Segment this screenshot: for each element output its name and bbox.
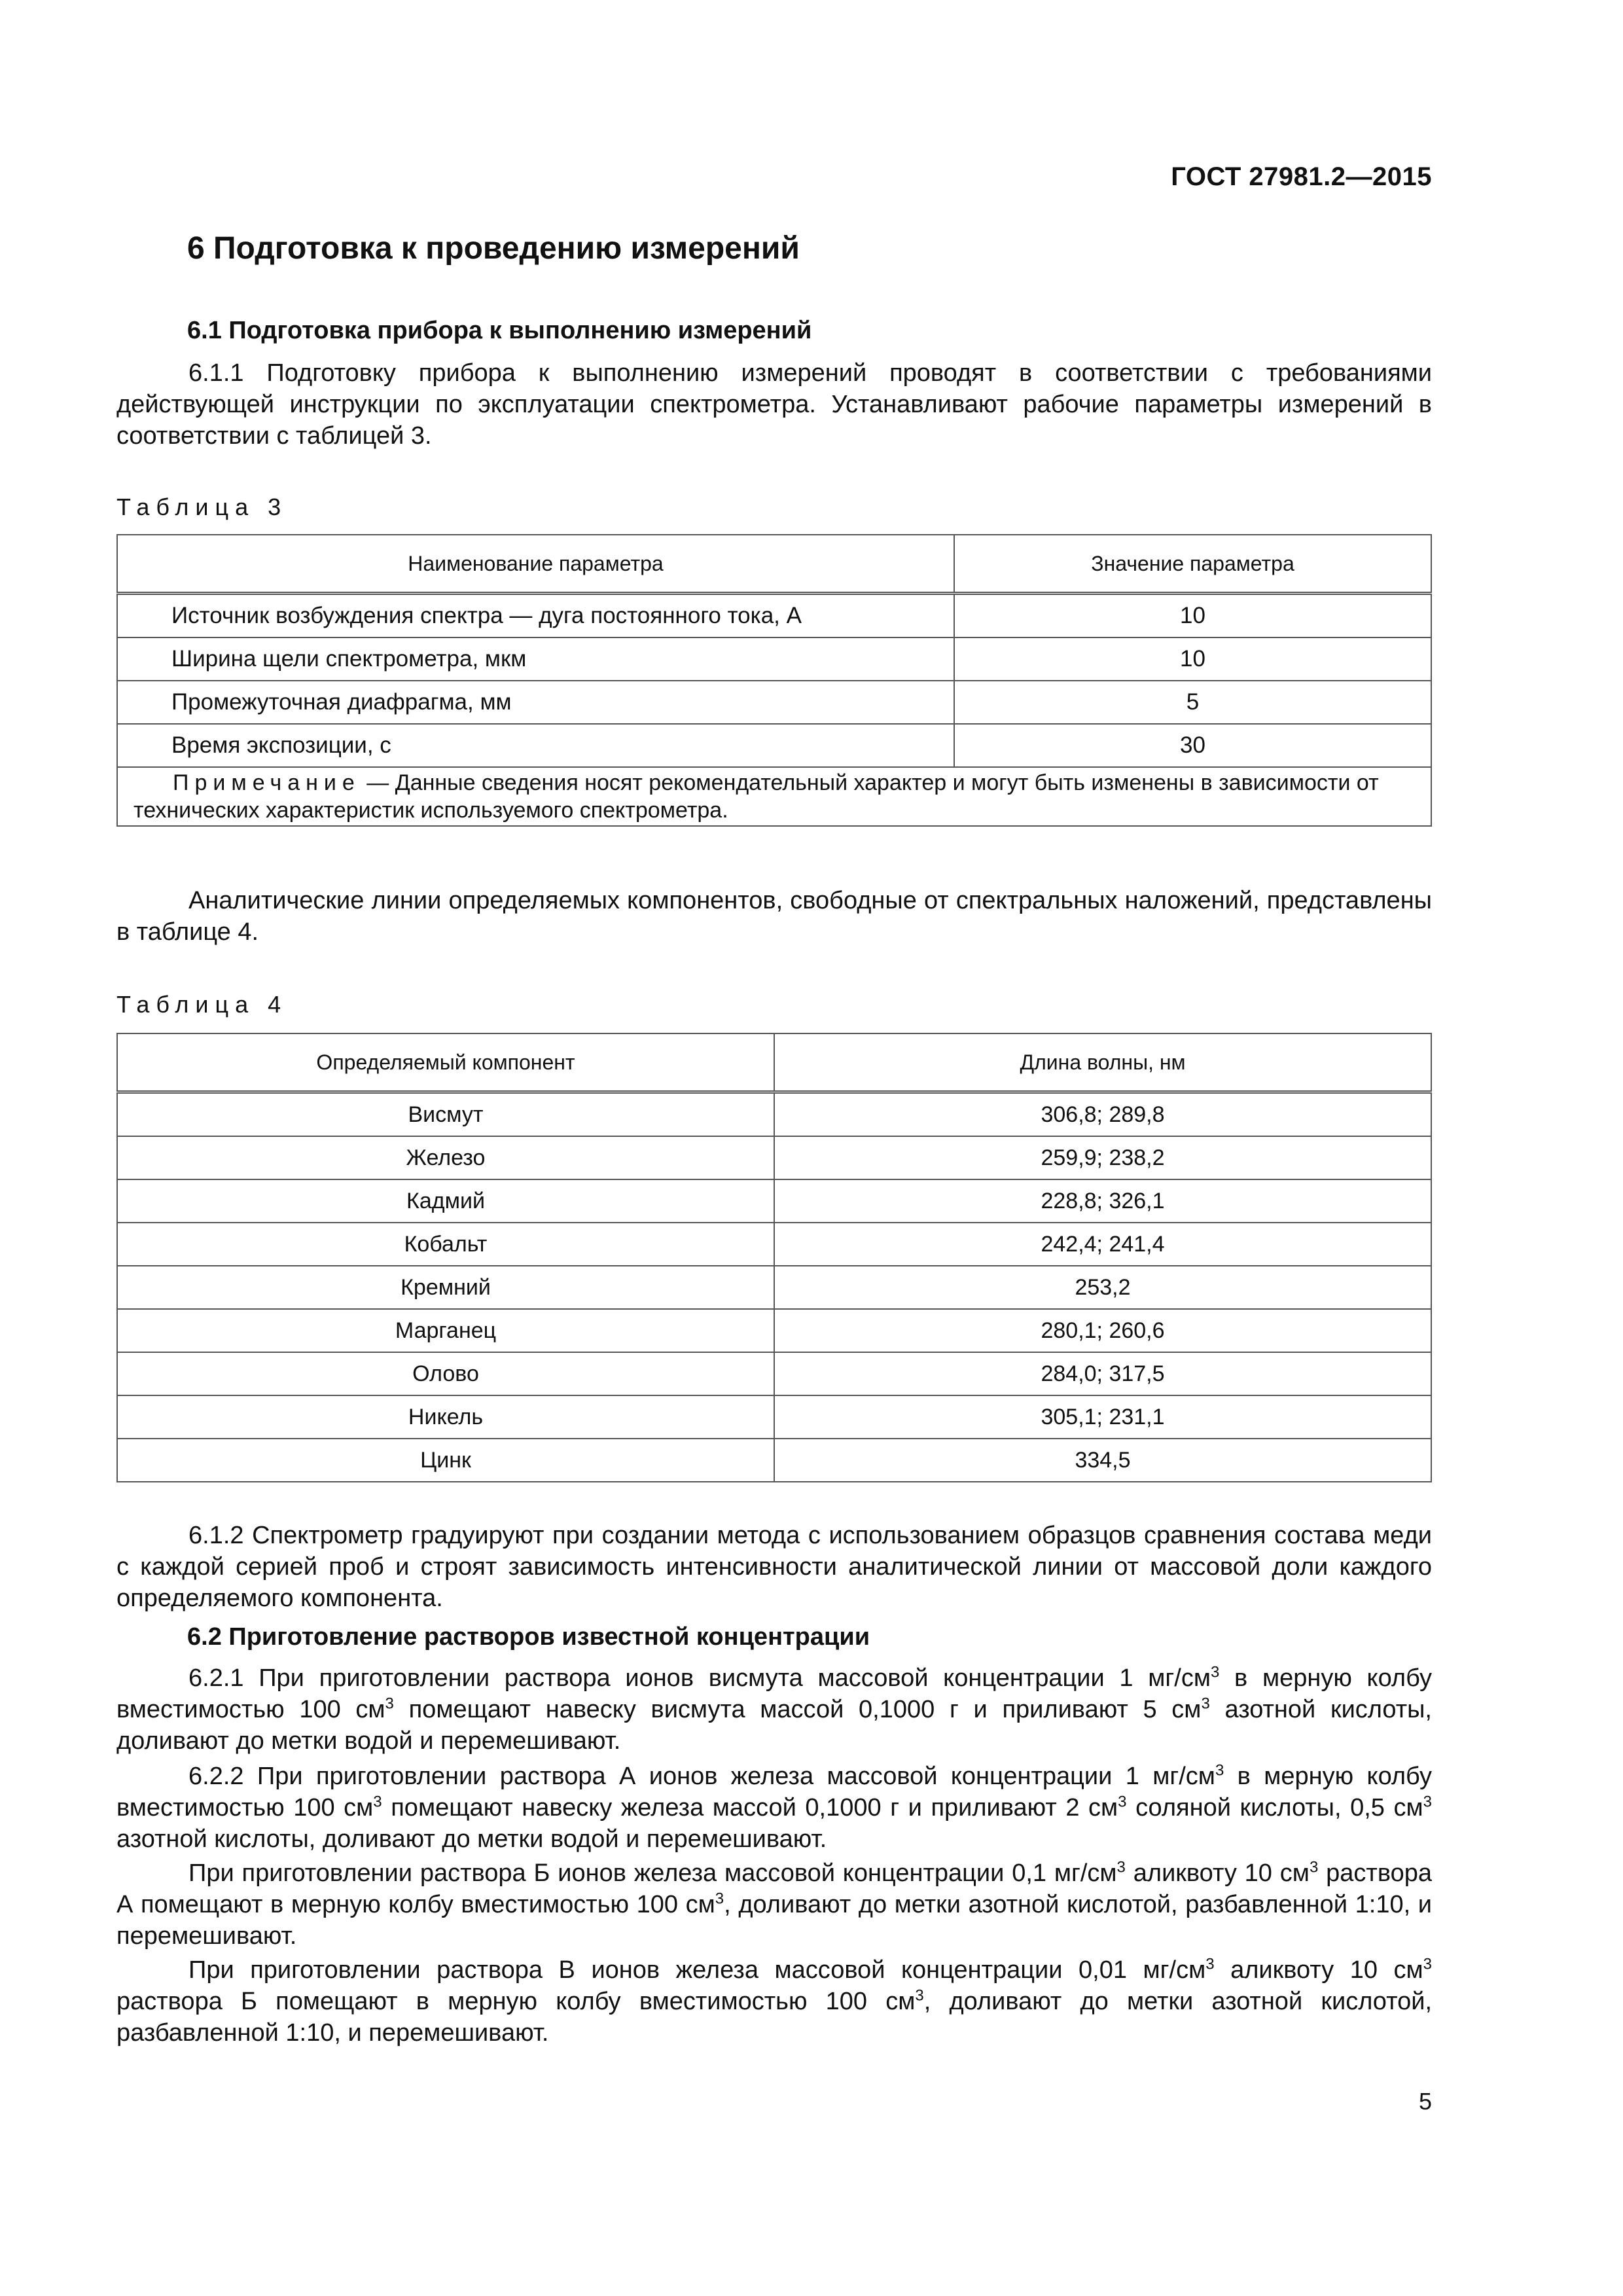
table3-label: Таблица 3 (116, 493, 288, 520)
paragraph-text: При приготовлении раствора В ионов железа массовой концентрации 0,01 $мг/см^3$ аликвоту 10 $см^3$ раствора Б помещают в мерную колбу вместимостью 100 $см^3$, доливают до метки азотной кислотой, разбавленной 1:10, и перемешивают. (116, 1955, 1432, 2047)
paragraph-text: 6.1.1 Подготовку прибора к выполнению измерений проводят в соответствии с требованиями действующей инструкции по эксплуатации спектрометра. Устанавливают рабочие параметры измерений в соответствии с таблицей 3. (116, 359, 1432, 450)
paragraph-text: 6.2.2 При приготовлении раствора А ионов железа массовой концентрации 1 $мг/см^3$ в мерную колбу вместимостью 100 $см^3$ помещают навеску железа массой 0,1000 г и приливают 2 $см^3$ соляной кислоты, 0,5 $см^3$ азотной кислоты, доливают до метки водой и перемешивают. (116, 1761, 1432, 1853)
table-cell: Время экспозиции, с (117, 724, 954, 767)
table-cell: Железо (117, 1136, 774, 1179)
note-prefix: Примечание (173, 770, 361, 795)
table-cell: 280,1; 260,6 (774, 1309, 1431, 1352)
table4-label: Таблица 4 (116, 991, 288, 1018)
table-cell: 228,8; 326,1 (774, 1179, 1431, 1223)
paragraph-6-2-2 (116, 1761, 1432, 1855)
table-cell: 259,9; 238,2 (774, 1136, 1431, 1179)
table-cell: 253,2 (774, 1266, 1431, 1309)
paragraph-solution-b (116, 1857, 1432, 1952)
table-cell: 334,5 (774, 1439, 1431, 1482)
column-header: Длина волны, нм (774, 1033, 1431, 1092)
table-row (117, 637, 1431, 681)
table-row (117, 1266, 1431, 1309)
table-cell: 5 (954, 681, 1431, 724)
table-cell: 242,4; 241,4 (774, 1223, 1431, 1266)
table-row (117, 681, 1431, 724)
table-header-row (117, 1033, 1431, 1092)
table-cell: Ширина щели спектрометра, мкм (117, 637, 954, 681)
table-4 (116, 1033, 1432, 1482)
table-header-row (117, 535, 1431, 594)
document-code: ГОСТ 27981.2—2015 (1171, 162, 1432, 191)
table-cell: 306,8; 289,8 (774, 1092, 1431, 1137)
table-cell: Марганец (117, 1309, 774, 1352)
table-note (117, 767, 1431, 826)
table-cell: Никель (117, 1395, 774, 1439)
note-text: — Данные сведения носят рекомендательный характер и могут быть изменены в зависимости от технических характеристик используемого спектрометра. (134, 770, 1379, 823)
table-row (117, 1223, 1431, 1266)
table-cell: Кадмий (117, 1179, 774, 1223)
table-cell: Источник возбуждения спектра — дуга постоянного тока, А (117, 594, 954, 638)
paragraph-analytic-lines (116, 885, 1432, 948)
table-row (117, 1395, 1431, 1439)
paragraph-text: 6.2.1 При приготовлении раствора ионов висмута массовой концентрации 1 $мг/см^3$ в мерную колбу вместимостью 100 $см^3$ помещают навеску висмута массой 0,1000 г и приливают 5 $см^3$ азотной кислоты, доливают до метки водой и перемешивают. (116, 1663, 1432, 1755)
paragraph-text: Аналитические линии определяемых компонентов, свободные от спектральных наложений, представлены в таблице 4. (116, 887, 1432, 946)
table-cell: Кобальт (117, 1223, 774, 1266)
paragraph-6-1-2 (116, 1520, 1432, 1614)
table-cell: Висмут (117, 1092, 774, 1137)
table-cell: Кремний (117, 1266, 774, 1309)
subsection-title-6-2: 6.2 Приготовление растворов известной концентрации (187, 1623, 870, 1651)
table-cell: Промежуточная диафрагма, мм (117, 681, 954, 724)
table-cell: Олово (117, 1352, 774, 1395)
table-row (117, 1136, 1431, 1179)
paragraph-6-2-1 (116, 1662, 1432, 1757)
column-header: Значение параметра (954, 535, 1431, 594)
page-number: 5 (1418, 2088, 1432, 2115)
column-header: Определяемый компонент (117, 1033, 774, 1092)
table-row (117, 1179, 1431, 1223)
table-cell: 305,1; 231,1 (774, 1395, 1431, 1439)
table-row (117, 594, 1431, 638)
table-cell: 30 (954, 724, 1431, 767)
table-row (117, 1439, 1431, 1482)
table-note-row (117, 767, 1431, 826)
table-3 (116, 534, 1432, 827)
paragraph-text: При приготовлении раствора Б ионов железа массовой концентрации 0,1 $мг/см^3$ аликвоту 10 $см^3$ раствора А помещают в мерную колбу вместимостью 100 $см^3$, доливают до метки азотной кислотой, разбавленной 1:10, и перемешивают. (116, 1858, 1433, 1950)
subsection-title-6-1: 6.1 Подготовка прибора к выполнению измерений (187, 317, 812, 344)
table-row (117, 1352, 1431, 1395)
table-row (117, 1309, 1431, 1352)
table-cell: 10 (954, 637, 1431, 681)
section-title: 6 Подготовка к проведению измерений (187, 231, 800, 266)
paragraph-solution-v (116, 1954, 1432, 2049)
table-cell: 10 (954, 594, 1431, 638)
table-cell: 284,0; 317,5 (774, 1352, 1431, 1395)
table-row (117, 1092, 1431, 1137)
column-header: Наименование параметра (117, 535, 954, 594)
paragraph-text: 6.1.2 Спектрометр градуируют при создании метода с использованием образцов сравнения состава меди с каждой серией проб и строят зависимость интенсивности аналитической линии от массовой доли каждого определяемого компонента. (116, 1522, 1432, 1612)
table-cell: Цинк (117, 1439, 774, 1482)
table-row (117, 724, 1431, 767)
paragraph-6-1-1 (116, 357, 1432, 452)
